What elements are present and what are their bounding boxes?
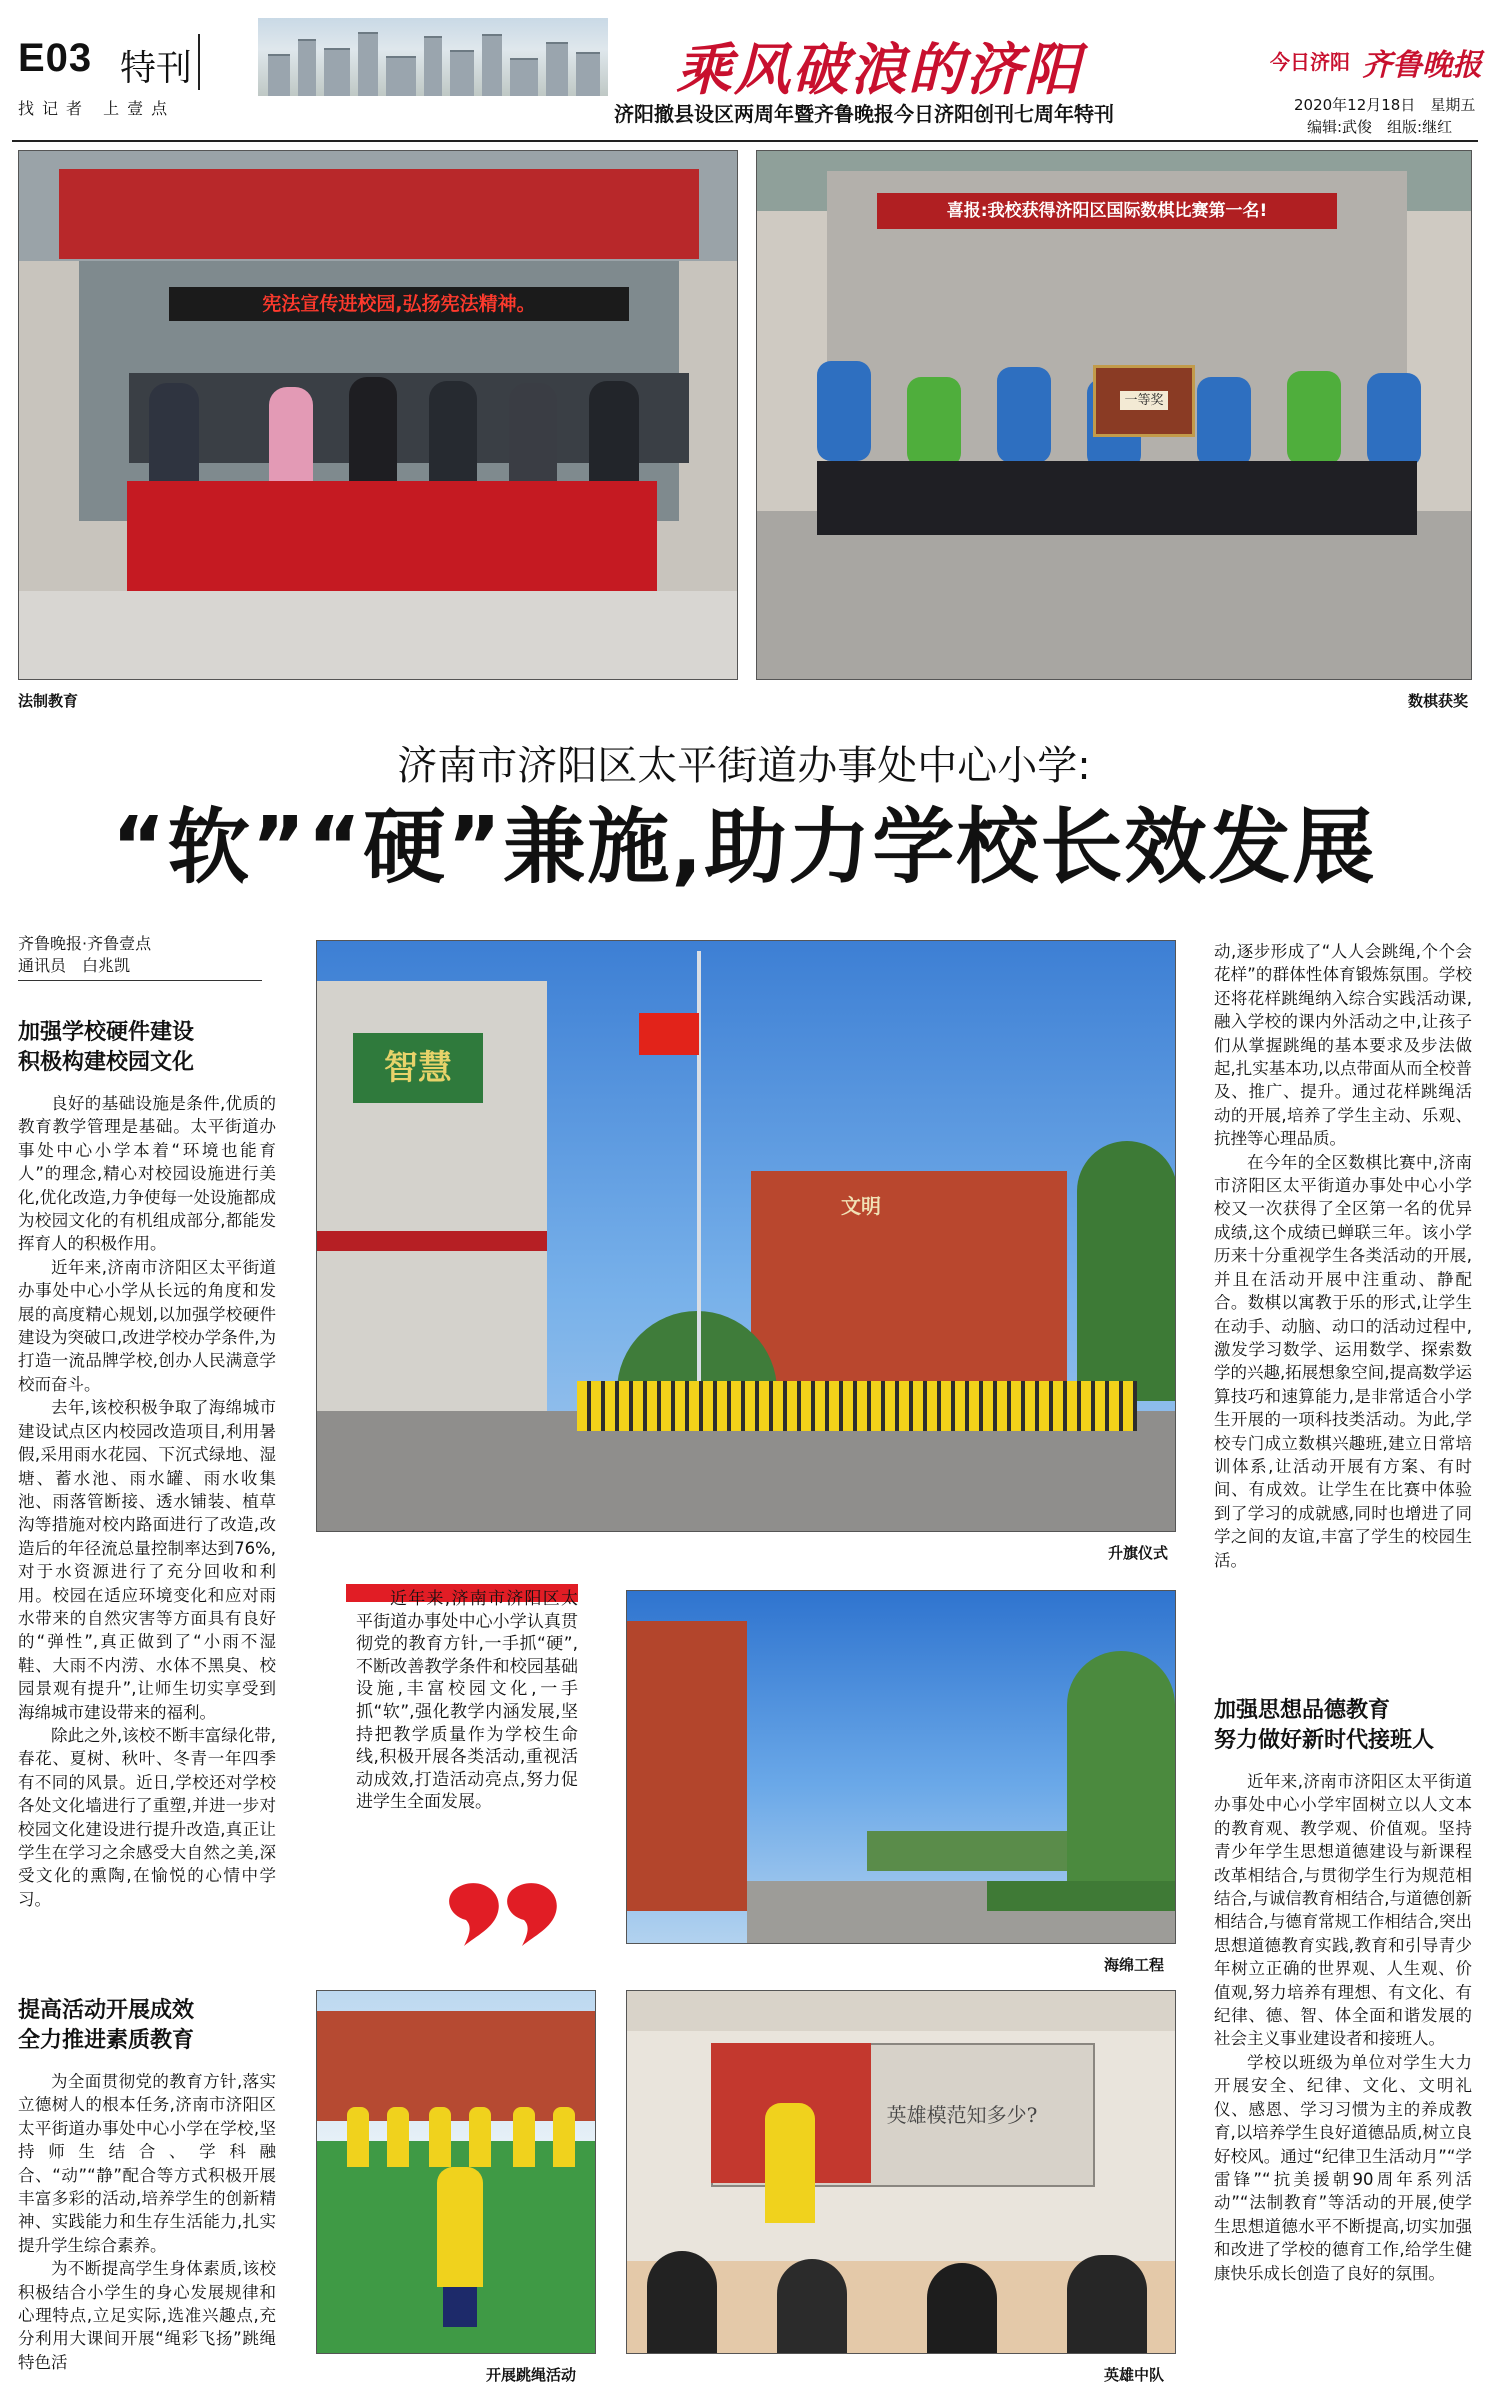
byline [18, 933, 151, 977]
paragraph: 除此之外,该校不断丰富绿化带,春花、夏树、秋叶、冬青一年四季有不同的风景。近日,学校还对学校各处文化墙进行了重塑,并进一步对校园文化建设进行提升改造,真正让学生在学习之余感受大自然之美,深受文化的熏陶,在愉悦的心情中学习。 [18, 1725, 276, 1909]
paragraph: 为全面贯彻党的教育方针,落实立德树人的根本任务,济南市济阳区太平街道办事处中心小学在学校,坚持师生结合、学科融合、“动”“静”配合等方式积极开展丰富多彩的活动,培养学生的创新精神、实践能力和生存生活能力,扎实提升学生综合素养。 [18, 2072, 276, 2255]
masthead [0, 0, 1488, 136]
editors-line: 编辑:武俊 组版:继红 [1307, 118, 1453, 136]
award-certificate [1093, 365, 1195, 437]
screen-text: 英雄模范知多少? [886, 2103, 1038, 2127]
byline-outlet: 齐鲁晚报·齐鲁壹点 [18, 934, 152, 953]
sign-civilization: 文明 [821, 1191, 901, 1221]
special-issue-title: 济阳撤县设区两周年暨齐鲁晚报今日济阳创刊七周年特刊 [614, 102, 1114, 126]
led-banner-law: 宪法宣传进校园,弘扬宪法精神。 [169, 287, 629, 321]
caption-law-education: 法制教育 [18, 692, 79, 710]
masthead-divider [198, 34, 200, 90]
masthead-motto: 乘风破浪的济阳 [676, 37, 1082, 103]
subhead-line: 加强思想品德教育 [1214, 1698, 1391, 1723]
photo-sponge-city [626, 1590, 1176, 1944]
paragraph: 良好的基础设施是条件,优质的教育教学管理是基础。太平街道办事处中心小学本着“环境也能育人”的理念,精心对校园设施进行美化,优化改造,力争使每一处设施都成为校园文化的有机组成部分,都能发挥育人的积极作用。 [18, 1094, 276, 1254]
article-column-right-2 [1214, 1770, 1472, 2285]
caption-rope-skipping: 开展跳绳活动 [486, 2366, 577, 2384]
photo-rope-skipping [316, 1990, 596, 2354]
subhead-line: 提高活动开展成效 [18, 1998, 195, 2023]
article-column-left-2 [18, 2070, 276, 2374]
photo-math-chess-award [756, 150, 1472, 680]
subhead-activities [18, 1996, 194, 2056]
brand-qilu-evening-news: 齐鲁晚报 [1362, 48, 1482, 83]
byline-reporter: 通讯员 白兆凯 [18, 956, 131, 975]
article-headline: “软”“硬”兼施,助力学校长效发展 [111, 800, 1377, 895]
red-banner-award: 喜报:我校获得济阳区国际数棋比赛第一名! [877, 193, 1337, 229]
subhead-line: 积极构建校园文化 [18, 1050, 195, 1075]
paragraph: 学校以班级为单位对学生大力开展安全、纪律、文化、文明礼仪、感恩、学习习惯为主的养成教育,以培养学生良好道德品质,树立良好校风。通过“纪律卫生活动月”“学雷锋”“抗美援朝90周年系列活动”“法制教育”等活动的开展,使学生思想道德水平不断提高,切实加强和改进了学校的德育工作,给学生健康快乐成长创造了良好的氛围。 [1214, 2052, 1472, 2283]
paragraph: 近年来,济南市济阳区太平街道办事处中心小学牢固树立以人文本的教育观、教学观、价值观。坚持青少年学生思想道德建设与新课程改革相结合,与贯彻学生行为规范相结合,与诚信教育相结合,与道德创新相结合,与德育常规工作相结合,突出思想道德教育实践,教育和引导青少年树立正确的世界观、人生观、价值观,努力培养有理想、有文化、有纪律、德、智、体全面和谐发展的社会主义事业建设者和接班人。 [1214, 1772, 1472, 2049]
quote-mark-icon [446, 1880, 566, 1950]
pullquote-text: 近年来,济南市济阳区太平街道办事处中心小学认真贯彻党的教育方针,一手抓“硬”,不断改善教学条件和校园基础设施,丰富校园文化,一手抓“软”,强化教学内涵发展,坚持把教学质量作为学校生命线,积极开展各类活动,重视活动成效,打造活动亮点,努力促进学生全面发展。 [356, 1589, 578, 1813]
paragraph: 为不断提高学生身体素质,该校积极结合小学生的身心发展规律和心理特点,立足实际,选准兴趣点,充分利用大课间开展“绳彩飞扬”跳绳特色活 [18, 2259, 276, 2372]
caption-math-chess-award: 数棋获奖 [1408, 692, 1469, 710]
pullquote [356, 1588, 578, 1814]
issue-date: 2020年12月18日 星期五 [1294, 96, 1476, 114]
column-slogan: 找记者 上壹点 [18, 99, 176, 118]
photo-hero-squadron [626, 1990, 1176, 2354]
photo-flag-ceremony [316, 940, 1176, 1532]
paragraph: 动,逐步形成了“人人会跳绳,个个会花样”的群体性体育锻炼氛围。学校还将花样跳绳纳入综合实践活动课,融入学校的课内外活动之中,让孩子们从掌握跳绳的基本要求及步法做起,扎实基本功,以点带面从而全校普及、推广、提升。通过花样跳绳活动的开展,培养了学生主动、乐观、抗挫等心理品质。 [1214, 942, 1472, 1149]
subhead-line: 全力推进素质教育 [18, 2028, 195, 2053]
paragraph: 去年,该校积极争取了海绵城市建设试点区内校园改造项目,利用暑假,采用雨水花园、下沉式绿地、湿塘、蓄水池、雨水罐、雨水收集池、雨落管断接、透水铺装、植草沟等措施对校内路面进行了改造,改造后的年径流总量控制率达到76%,对于水资源进行了充分回收和利用。校园在适应环境变化和应对雨水带来的自然灾害等方面具有良好的“弹性”,真正做到了“小雨不湿鞋、大雨不内涝、水体不黑臭、校园景观有提升”,让师生切实享受到海绵城市建设带来的福利。 [18, 1398, 276, 1722]
brand-jinri-jiyang: 今日济阳 [1270, 50, 1350, 74]
article-kicker: 济南市济阳区太平街道办事处中心小学: [397, 743, 1091, 789]
caption-flag-ceremony: 升旗仪式 [1108, 1544, 1169, 1562]
certificate-text: 一等奖 [1120, 391, 1167, 410]
photo-law-education [18, 150, 738, 680]
section-name: 特刊 [120, 48, 193, 89]
article-column-left-1 [18, 1092, 276, 1911]
paragraph: 近年来,济南市济阳区太平街道办事处中心小学从长远的角度和发展的高度精心规划,以加强学校硬件建设为突破口,改进学校办学条件,为打造一流品牌学校,创办人民满意学校而奋斗。 [18, 1257, 276, 1394]
subhead-hardware [18, 1018, 194, 1078]
masthead-rule [12, 140, 1478, 142]
page-number: E03 [18, 36, 93, 80]
article-column-right-1 [1214, 940, 1472, 1572]
caption-hero-squadron: 英雄中队 [1104, 2366, 1165, 2384]
paragraph: 在今年的全区数棋比赛中,济南市济阳区太平街道办事处中心小学校又一次获得了全区第一名的优异成绩,这个成绩已蝉联三年。该小学历来十分重视学生各类活动的开展,并且在活动开展中注重动、静配合。数棋以寓教于乐的形式,让学生在动手、动脑、动口的活动过程中,激发学习数学、运用数学、探索数学的兴趣,拓展想象空间,提高数学运算技巧和速算能力,是非常适合小学生开展的一项科技类活动。为此,学校专门成立数棋兴趣班,建立日常培训体系,让活动开展有方案、有时间、有成效。让学生在比赛中体验到了学习的成就感,同时也增进了同学之间的友谊,丰富了学生的校园生活。 [1214, 1152, 1472, 1570]
sign-wisdom: 智慧 [353, 1033, 483, 1103]
subhead-moral-education [1214, 1696, 1434, 1756]
subhead-line: 加强学校硬件建设 [18, 1020, 195, 1045]
city-skyline-image [258, 18, 608, 96]
caption-sponge-city: 海绵工程 [1104, 1956, 1165, 1974]
subhead-line: 努力做好新时代接班人 [1214, 1728, 1435, 1753]
byline-rule [18, 980, 262, 981]
